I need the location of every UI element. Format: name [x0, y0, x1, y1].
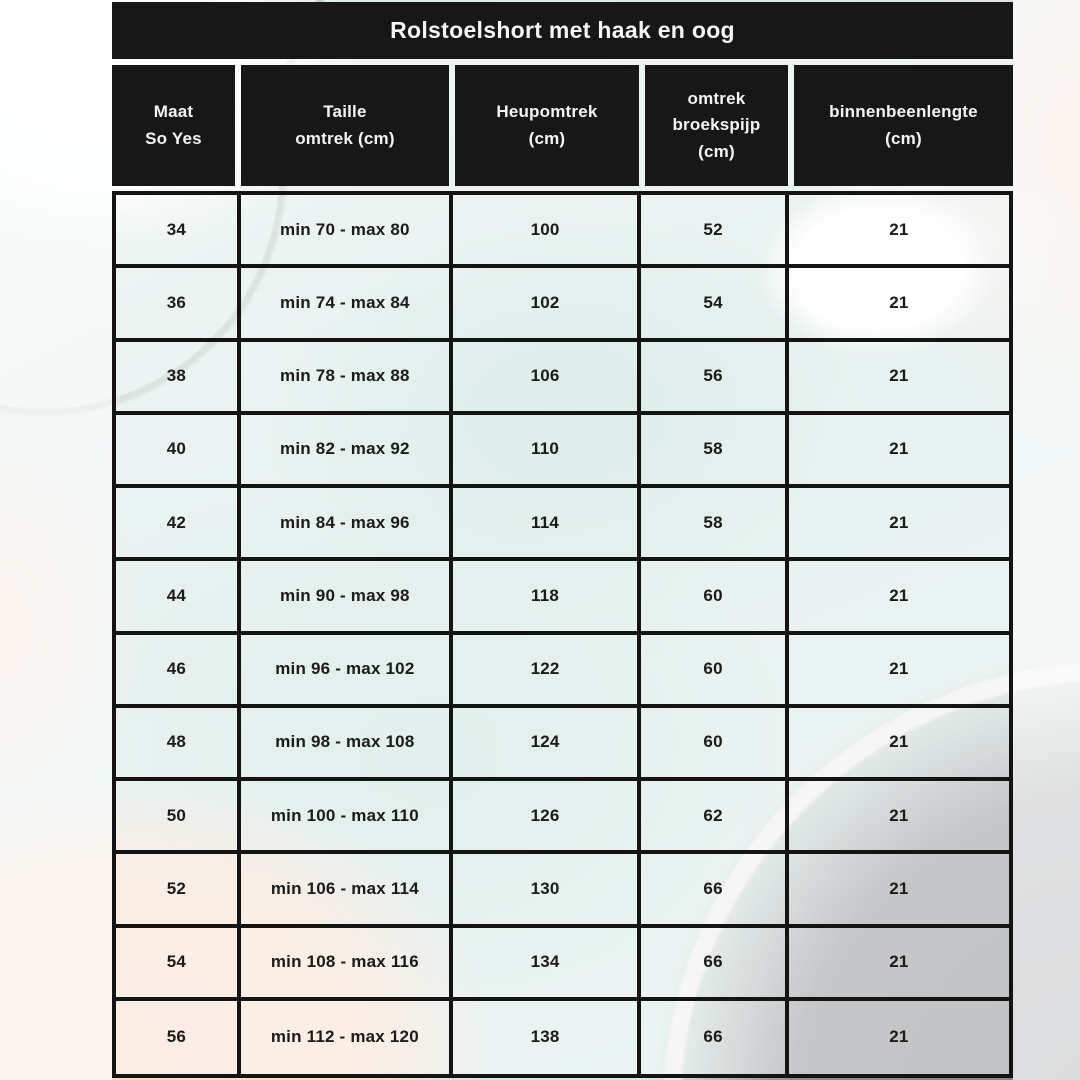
column-header — [241, 65, 449, 186]
table-cell: 56 — [116, 1001, 241, 1074]
table-cell: 52 — [116, 854, 241, 927]
table-cell: 21 — [789, 781, 1009, 854]
table-cell: min 78 - max 88 — [241, 342, 453, 415]
table-cell: 34 — [116, 195, 241, 268]
table-cell: 38 — [116, 342, 241, 415]
table-cell: 21 — [789, 268, 1009, 341]
left-margin-overlay — [0, 0, 112, 1080]
table-cell: 110 — [453, 415, 641, 488]
table-body — [112, 191, 1013, 1078]
table-cell: 60 — [641, 708, 789, 781]
table-cell: 66 — [641, 1001, 789, 1074]
table-title: Rolstoelshort met haak en oog — [112, 2, 1013, 59]
table-cell: 21 — [789, 708, 1009, 781]
column-header-line: (cm) — [885, 128, 922, 148]
column-header-line: Heupomtrek — [496, 102, 598, 122]
column-header — [794, 65, 1013, 186]
table-cell: 21 — [789, 195, 1009, 268]
column-header-line: Maat — [153, 102, 194, 122]
table-cell: 114 — [453, 488, 641, 561]
table-cell: 130 — [453, 854, 641, 927]
column-header-line: Taille — [323, 102, 367, 122]
table-cell: min 96 - max 102 — [241, 635, 453, 708]
table-cell: 21 — [789, 488, 1009, 561]
table-cell: 21 — [789, 635, 1009, 708]
table-cell: 134 — [453, 928, 641, 1001]
table-cell: min 112 - max 120 — [241, 1001, 453, 1074]
table-cell: 126 — [453, 781, 641, 854]
table-cell: 66 — [641, 928, 789, 1001]
right-margin-overlay — [1013, 0, 1080, 1080]
table-cell: 138 — [453, 1001, 641, 1074]
table-cell: 21 — [789, 854, 1009, 927]
table-cell: 122 — [453, 635, 641, 708]
table-cell: 21 — [789, 928, 1009, 1001]
table-cell: min 70 - max 80 — [241, 195, 453, 268]
table-cell: 62 — [641, 781, 789, 854]
table-cell: 36 — [116, 268, 241, 341]
column-header-line: omtrek — [687, 88, 746, 108]
table-cell: min 90 - max 98 — [241, 561, 453, 634]
column-header-line: broekspijp — [672, 115, 761, 135]
table-cell: min 106 - max 114 — [241, 854, 453, 927]
table-cell: 44 — [116, 561, 241, 634]
table-cell: 100 — [453, 195, 641, 268]
table-cell: 58 — [641, 415, 789, 488]
table-header-row — [112, 65, 1013, 186]
table-cell: 54 — [641, 268, 789, 341]
table-cell: 52 — [641, 195, 789, 268]
table-cell: min 84 - max 96 — [241, 488, 453, 561]
table-cell: min 100 - max 110 — [241, 781, 453, 854]
table-cell: min 108 - max 116 — [241, 928, 453, 1001]
table-cell: 106 — [453, 342, 641, 415]
column-header-line: (cm) — [528, 128, 566, 148]
table-cell: 50 — [116, 781, 241, 854]
table-cell: 42 — [116, 488, 241, 561]
table-cell: 56 — [641, 342, 789, 415]
column-header — [645, 65, 788, 186]
table-cell: 21 — [789, 342, 1009, 415]
table-cell: 21 — [789, 415, 1009, 488]
table-cell: min 82 - max 92 — [241, 415, 453, 488]
column-header-line: omtrek (cm) — [295, 128, 395, 148]
table-cell: 60 — [641, 561, 789, 634]
table-cell: min 98 - max 108 — [241, 708, 453, 781]
table-cell: 118 — [453, 561, 641, 634]
table-cell: min 74 - max 84 — [241, 268, 453, 341]
column-header-line: So Yes — [145, 128, 202, 148]
table-cell: 21 — [889, 1027, 909, 1047]
table-cell: 124 — [453, 708, 641, 781]
table-cell: 46 — [116, 635, 241, 708]
table-cell: 66 — [641, 854, 789, 927]
column-header-line: (cm) — [698, 141, 735, 161]
table-cell: 40 — [116, 415, 241, 488]
table-cell: 58 — [641, 488, 789, 561]
table-cell: 21 — [789, 561, 1009, 634]
size-chart-table — [112, 2, 1013, 1078]
column-header-line: binnenbeenlengte — [829, 102, 978, 122]
table-cell: 60 — [641, 635, 789, 708]
table-cell: 102 — [453, 268, 641, 341]
column-header — [112, 65, 235, 186]
column-header — [455, 65, 639, 186]
table-cell: 54 — [116, 928, 241, 1001]
table-cell: 48 — [116, 708, 241, 781]
